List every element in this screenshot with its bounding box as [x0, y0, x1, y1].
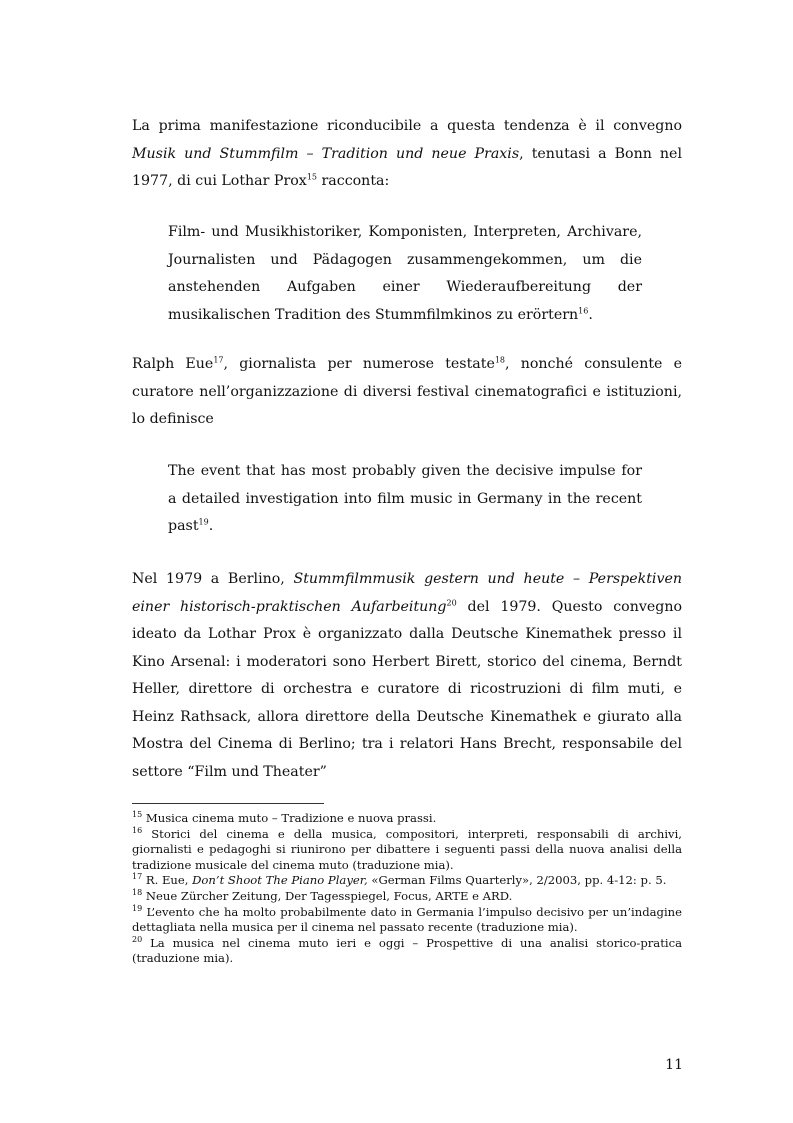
block-quote-2	[168, 458, 642, 541]
footnote-15	[132, 811, 682, 827]
footnote-ref-20[interactable]: 20	[446, 597, 457, 607]
footnotes	[132, 811, 682, 967]
text-run: del 1979. Questo convegno ideato da Lothar Prox è organizzato dalla Deutsche Kinemathek presso il Kino Arsenal: i moderatori sono Herbert Birett, storico del cinema, Berndt Heller, direttore di orchestra e curatore di ricostruzioni di film muti, e Heinz Rathsack, allora direttore della Deutsche Kinemathek e giurato alla Mostra del Cinema di Berlino; tra i relatori Hans Brecht, responsabile del settore “Film und Theater”	[132, 598, 683, 780]
block-quote-1	[168, 219, 642, 329]
quote-text: The event that has most probably given the decisive impulse for a detailed investigation into film music in Germany in the recent past	[168, 463, 642, 534]
footnote-20	[132, 936, 682, 967]
footnote-ref-15[interactable]: 15	[306, 172, 317, 182]
text-run: Nel 1979 a Berlino,	[132, 571, 294, 587]
footnote-divider	[132, 803, 324, 804]
text-run: racconta:	[317, 173, 390, 189]
footnote-18	[132, 889, 682, 905]
footnote-number: 18	[132, 888, 143, 898]
article-title-italic: Don’t Shoot The Piano Player,	[192, 873, 368, 888]
body-paragraph-1	[132, 113, 682, 196]
text-run: La prima manifestazione riconducibile a questa tendenza è il convegno	[132, 118, 682, 134]
event-title-italic: Musik und Stummfilm – Tradition und neue Praxis	[132, 145, 520, 162]
footnote-number: 20	[132, 934, 143, 944]
text-run: , giornalista per numerose testate	[223, 356, 495, 372]
footnote-19	[132, 905, 682, 936]
footnote-number: 16	[132, 825, 143, 835]
footnote-text: «German Films Quarterly», 2/2003, pp. 4-12: p. 5.	[367, 873, 667, 888]
footnote-text: R. Eue,	[142, 873, 193, 888]
footnote-text: L’evento che ha molto probabilmente dato in Germania l’impulso decisivo per un’indagine dettagliata nella musica per il cinema nel passato recente (traduzione mia).	[132, 904, 682, 935]
footnote-ref-19[interactable]: 19	[198, 517, 209, 527]
text-run: , tenutasi a Bonn nel 1977, di cui Lothar Prox	[132, 145, 682, 189]
footnote-text: Musica cinema muto – Tradizione e nuova prassi.	[142, 811, 437, 825]
quote-text: Film- und Musikhistoriker, Komponisten, Interpreten, Archivare, Journalisten und Pädagogen zusammengekommen, um die anstehenden Aufgaben einer Wiederaufbereitung der musikalischen Tradition des Stummfilmkinos zu erörtern	[168, 224, 642, 323]
footnote-16	[132, 827, 682, 874]
footnote-text: Neue Zürcher Zeitung, Der Tagesspiegel, Focus, ARTE e ARD.	[142, 888, 513, 903]
event-title-italic: Stummfilmmusik gestern und heute – Perspektiven einer historisch-praktischen Aufarbeitung	[132, 571, 682, 615]
text-run: .	[208, 518, 214, 534]
body-paragraph-2	[132, 351, 682, 434]
footnote-number: 17	[132, 872, 143, 882]
text-run: Ralph Eue	[132, 356, 214, 372]
footnote-number: 19	[132, 903, 143, 913]
footnote-17	[132, 873, 682, 889]
footnote-ref-18[interactable]: 18	[494, 355, 506, 365]
footnote-number: 15	[132, 810, 143, 820]
page-number: 11	[665, 1057, 683, 1073]
footnote-ref-17[interactable]: 17	[213, 355, 224, 365]
text-run: .	[588, 306, 593, 323]
body-paragraph-3	[132, 566, 682, 786]
footnote-text: La musica nel cinema muto ieri e oggi – Prospettive di una analisi storico-pratica (traduzione mia).	[132, 935, 682, 966]
text-run: , nonché consulente e curatore nell’organizzazione di diversi festival cinematografici e istituzioni, lo definisce	[132, 356, 683, 427]
footnote-text: Storici del cinema e della musica, compositori, interpreti, responsabili di archivi, giornalisti e pedagoghi si riunirono per dibattere i seguenti passi della nuova analisi della tradizione musicale del cinema muto (traduzione mia).	[132, 826, 682, 872]
footnote-ref-16[interactable]: 16	[578, 305, 589, 315]
